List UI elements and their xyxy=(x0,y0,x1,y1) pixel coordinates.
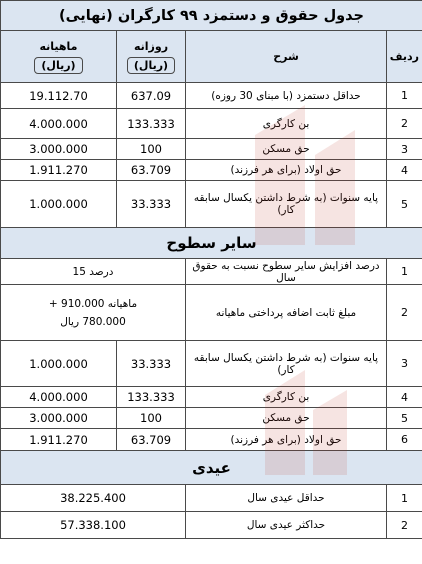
row-value-line1: ماهیانه 910.000 + xyxy=(48,297,138,310)
row-number: 2 xyxy=(387,285,422,341)
row-daily: 100 xyxy=(117,139,186,160)
table-row xyxy=(1,512,422,539)
table-row xyxy=(1,109,422,139)
row-description: مبلغ ثابت اضافه پرداختی ماهیانه xyxy=(186,285,387,341)
header-daily xyxy=(117,31,186,83)
section-title-bonus: عیدی xyxy=(1,451,422,485)
row-description: حق مسکن xyxy=(186,139,387,160)
row-number: 5 xyxy=(387,181,422,228)
table-row xyxy=(1,341,422,387)
row-description: درصد افزایش سایر سطوح نسبت به حقوق سال xyxy=(186,259,387,285)
row-description: حق اولاد (برای هر فرزند) xyxy=(186,160,387,181)
section-title-other-levels: سایر سطوح xyxy=(1,228,422,259)
row-daily: 63.709 xyxy=(117,160,186,181)
header-row-number: ردیف xyxy=(387,31,422,83)
header-monthly xyxy=(1,31,117,83)
salary-table-main xyxy=(0,30,422,539)
header-description: شرح xyxy=(186,31,387,83)
row-number: 4 xyxy=(387,160,422,181)
table-row xyxy=(1,259,422,285)
row-monthly: 1.911.270 xyxy=(1,160,117,181)
row-daily: 33.333 xyxy=(117,341,186,387)
section-row-other-levels xyxy=(1,228,422,259)
section-row-bonus xyxy=(1,451,422,485)
row-monthly: 1.000.000 xyxy=(1,181,117,228)
header-monthly-unit: (ریال) xyxy=(34,57,82,74)
row-daily: 33.333 xyxy=(117,181,186,228)
row-value: درصد 15 xyxy=(1,259,186,285)
table-row xyxy=(1,285,422,341)
row-value xyxy=(1,285,186,341)
row-daily: 637.09 xyxy=(117,83,186,109)
row-description: بن کارگری xyxy=(186,387,387,408)
row-monthly: 1.000.000 xyxy=(1,341,117,387)
row-description: بن کارگری xyxy=(186,109,387,139)
table-row xyxy=(1,181,422,228)
row-number: 5 xyxy=(387,408,422,429)
row-daily: 63.709 xyxy=(117,429,186,451)
row-monthly: 3.000.000 xyxy=(1,139,117,160)
row-number: 2 xyxy=(387,109,422,139)
table-row xyxy=(1,83,422,109)
row-description: حق اولاد (برای هر فرزند) xyxy=(186,429,387,451)
title-row xyxy=(1,1,422,31)
row-description: حق مسکن xyxy=(186,408,387,429)
row-monthly: 3.000.000 xyxy=(1,408,117,429)
table-row xyxy=(1,160,422,181)
row-monthly: 19.112.70 xyxy=(1,83,117,109)
row-monthly: 4.000.000 xyxy=(1,387,117,408)
row-description: پایه سنوات (به شرط داشتن یکسال سابقه کار) xyxy=(186,341,387,387)
header-daily-unit: (ریال) xyxy=(127,57,175,74)
row-daily: 133.333 xyxy=(117,109,186,139)
row-description: حداکثر عیدی سال xyxy=(186,512,387,539)
header-monthly-label: ماهیانه xyxy=(39,39,78,53)
salary-table xyxy=(0,0,422,31)
row-description: حداقل عیدی سال xyxy=(186,485,387,512)
row-value: 38.225.400 xyxy=(1,485,186,512)
row-number: 3 xyxy=(387,139,422,160)
table-title: جدول حقوق و دستمزد ۹۹ کارگران (نهایی) xyxy=(1,1,422,31)
row-number: 3 xyxy=(387,341,422,387)
table-row xyxy=(1,429,422,451)
table-row xyxy=(1,139,422,160)
row-daily: 133.333 xyxy=(117,387,186,408)
header-row xyxy=(1,31,422,83)
table-row xyxy=(1,485,422,512)
row-number: 2 xyxy=(387,512,422,539)
table-row xyxy=(1,408,422,429)
row-monthly: 1.911.270 xyxy=(1,429,117,451)
row-monthly: 4.000.000 xyxy=(1,109,117,139)
row-value-line2: 780.000 ریال xyxy=(60,315,126,328)
row-value: 57.338.100 xyxy=(1,512,186,539)
header-daily-label: روزانه xyxy=(133,39,169,53)
row-description: پایه سنوات (به شرط داشتن یکسال سابقه کار) xyxy=(186,181,387,228)
row-number: 4 xyxy=(387,387,422,408)
row-number: 1 xyxy=(387,259,422,285)
row-description: حداقل دستمزد (با مبنای 30 روزه) xyxy=(186,83,387,109)
row-daily: 100 xyxy=(117,408,186,429)
row-number: 1 xyxy=(387,83,422,109)
row-number: 1 xyxy=(387,485,422,512)
row-number: 6 xyxy=(387,429,422,451)
table-row xyxy=(1,387,422,408)
